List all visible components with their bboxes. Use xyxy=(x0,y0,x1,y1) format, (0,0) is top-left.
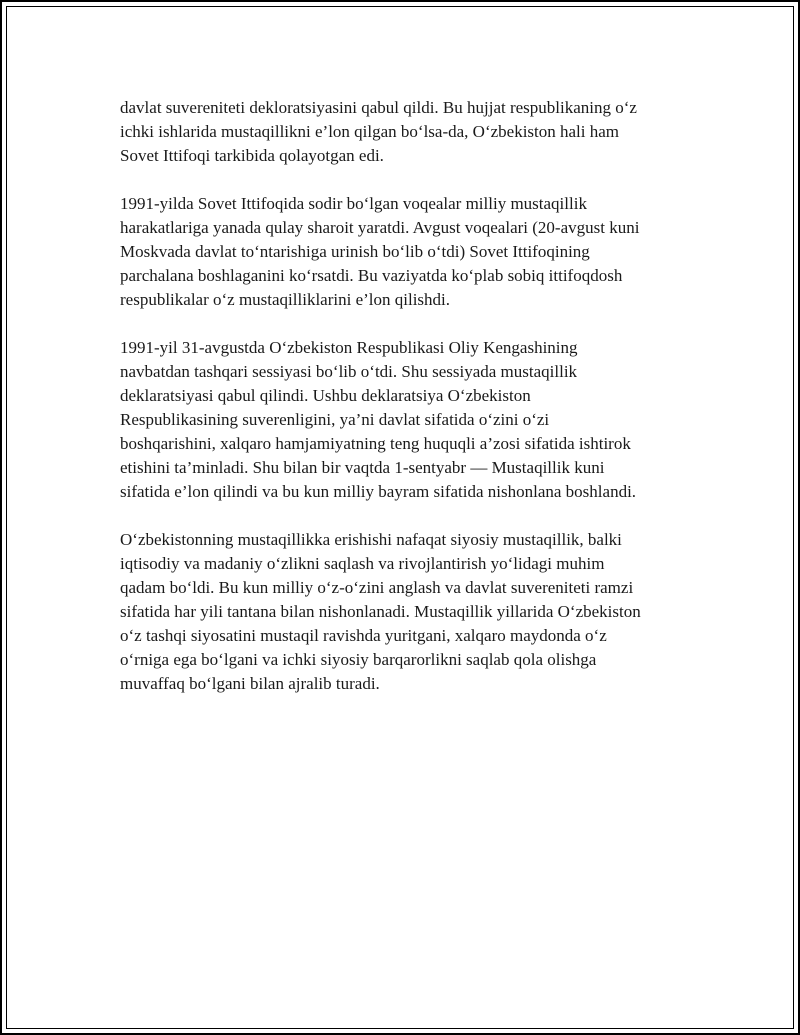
text-line: muvaffaq bo‘lgani bilan ajralib turadi. xyxy=(120,674,380,693)
text-line: O‘zbekistonning mustaqillikka erishishi nafaqat siyosiy mustaqillik, balki xyxy=(120,530,622,549)
text-line: boshqarishini, xalqaro hamjamiyatning teng huquqli a’zosi sifatida ishtirok xyxy=(120,434,631,453)
text-line: o‘rniga ega bo‘lgani va ichki siyosiy barqarorlikni saqlab qola olishga xyxy=(120,650,597,669)
text-line: etishini ta’minladi. Shu bilan bir vaqtda 1-sentyabr — Mustaqillik kuni xyxy=(120,458,605,477)
document-body xyxy=(120,96,690,720)
paragraph-4 xyxy=(120,528,690,696)
text-line: navbatdan tashqari sessiyasi bo‘lib o‘tdi. Shu sessiyada mustaqillik xyxy=(120,362,578,381)
text-line: sifatida e’lon qilindi va bu kun milliy bayram sifatida nishonlana boshlandi. xyxy=(120,482,637,501)
text-line: qadam bo‘ldi. Bu kun milliy o‘z-o‘zini anglash va davlat suvereniteti ramzi xyxy=(120,578,634,597)
text-line: 1991-yilda Sovet Ittifoqida sodir bo‘lgan voqealar milliy mustaqillik xyxy=(120,194,587,213)
text-line: Sovet Ittifoqi tarkibida qolayotgan edi. xyxy=(120,146,384,165)
paragraph-3 xyxy=(120,336,690,504)
paragraph-1 xyxy=(120,96,690,168)
text-line: Moskvada davlat to‘ntarishiga urinish bo‘lib o‘tdi) Sovet Ittifoqining xyxy=(120,242,590,261)
text-line: iqtisodiy va madaniy o‘zlikni saqlash va rivojlantirish yo‘lidagi muhim xyxy=(120,554,605,573)
text-line: respublikalar o‘z mustaqilliklarini e’lon qilishdi. xyxy=(120,290,451,309)
text-line: o‘z tashqi siyosatini mustaqil ravishda yuritgani, xalqaro maydonda o‘z xyxy=(120,626,607,645)
text-line: Respublikasining suverenligini, ya’ni davlat sifatida o‘zini o‘zi xyxy=(120,410,550,429)
text-line: sifatida har yili tantana bilan nishonlanadi. Mustaqillik yillarida O‘zbekiston xyxy=(120,602,641,621)
text-line: 1991-yil 31-avgustda O‘zbekiston Respublikasi Oliy Kengashining xyxy=(120,338,578,357)
text-line: deklaratsiyasi qabul qilindi. Ushbu deklaratsiya O‘zbekiston xyxy=(120,386,531,405)
text-line: parchalana boshlaganini ko‘rsatdi. Bu vaziyatda ko‘plab sobiq ittifoqdosh xyxy=(120,266,623,285)
text-line: davlat suvereniteti dekloratsiyasini qabul qildi. Bu hujjat respublikaning o‘z xyxy=(120,98,637,117)
text-line: harakatlariga yanada qulay sharoit yaratdi. Avgust voqealari (20-avgust kuni xyxy=(120,218,640,237)
text-line: ichki ishlarida mustaqillikni e’lon qilgan bo‘lsa-da, O‘zbekiston hali ham xyxy=(120,122,620,141)
paragraph-2 xyxy=(120,192,690,312)
